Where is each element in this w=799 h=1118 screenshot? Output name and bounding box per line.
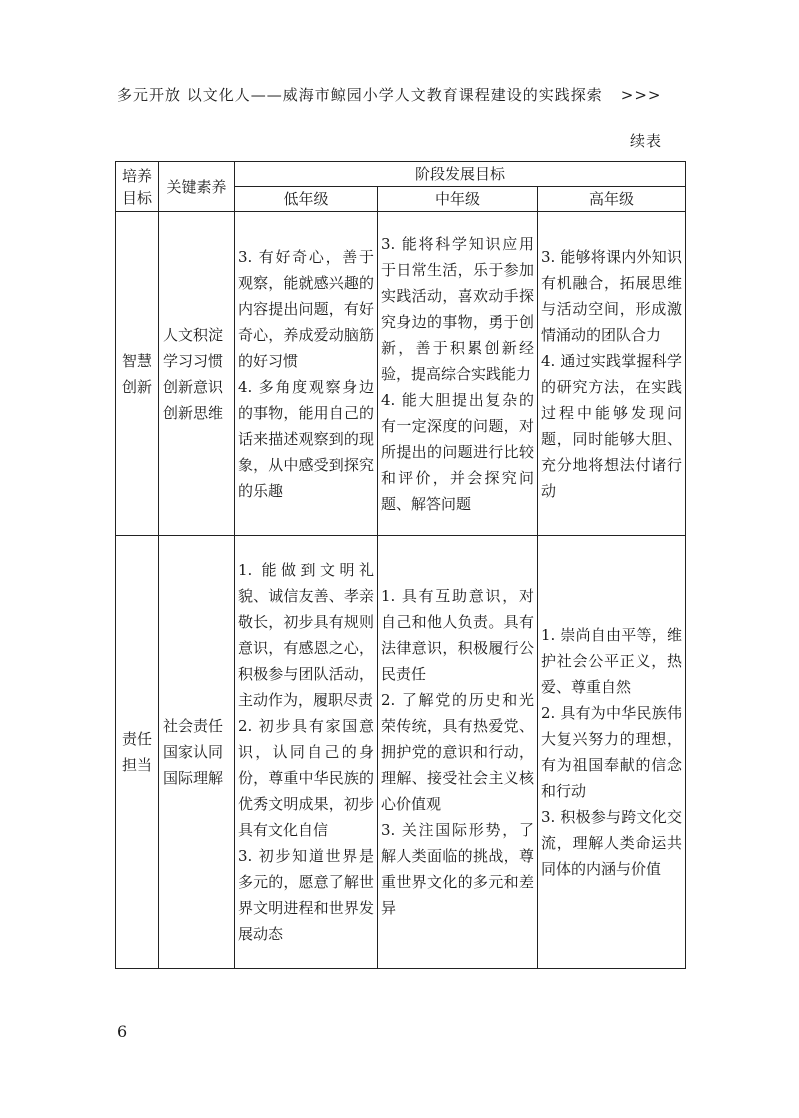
goal-item: 3. 有好奇心，善于观察，能就感兴趣的内容提出问题，有好奇心，养成爱动脑筋的好习惯 — [238, 247, 374, 370]
low-grade-cell — [235, 536, 378, 969]
continued-label: 续表 — [630, 132, 663, 150]
high-grade-cell — [538, 212, 686, 536]
goal-cell — [116, 212, 159, 536]
quality-item: 学习习惯 — [163, 351, 224, 370]
high-grade-cell — [538, 536, 686, 969]
low-grade-cell — [235, 212, 378, 536]
header-goal-line: 目标 — [121, 188, 152, 207]
goal-item: 3. 积极参与跨文化交流，理解人类命运共同体的内涵与价值 — [541, 808, 683, 878]
goal-item: 2. 初步具有家国意识，认同自己的身份，尊重中华民族的优秀文明成果，初步具有文化自信 — [238, 717, 374, 839]
goal-line: 担当 — [121, 756, 152, 774]
goal-item: 3. 初步知道世界是多元的，愿意了解世界文明进程和世界发展动态 — [238, 847, 374, 943]
goals-table — [115, 161, 686, 969]
goal-cell — [116, 536, 159, 969]
table-header-row-1 — [116, 162, 686, 187]
quality-item: 创新思维 — [163, 403, 224, 422]
goal-line: 智慧 — [121, 351, 152, 370]
header-stage-goals: 阶段发展目标 — [235, 162, 686, 187]
goal-item: 1. 能做到文明礼貌、诚信友善、孝亲敬长，初步具有规则意识，有感恩之心，积极参与团队活动，主动作为，履职尽责 — [238, 561, 374, 709]
goal-item: 3. 关注国际形势，了解人类面临的挑战，尊重世界文化的多元和差异 — [381, 821, 534, 917]
quality-item: 国际理解 — [163, 769, 224, 787]
table-row — [116, 212, 686, 536]
goal-item: 2. 具有为中华民族伟大复兴努力的理想，有为祖国奉献的信念和行动 — [541, 704, 683, 800]
header-low-grade: 低年级 — [235, 187, 378, 212]
header-qualities: 关键素养 — [159, 162, 235, 212]
goal-item: 4. 能大胆提出复杂的有一定深度的问题，对所提出的问题进行比较和评价，并会探究问题、解答问题 — [381, 390, 534, 513]
mid-grade-cell — [378, 536, 538, 969]
goal-line: 创新 — [121, 377, 152, 396]
mid-grade-cell — [378, 212, 538, 536]
table-row — [116, 536, 686, 969]
header-high-grade: 高年级 — [538, 187, 686, 212]
quality-item: 创新意识 — [163, 377, 224, 396]
running-header — [117, 84, 662, 105]
goal-item: 3. 能够将课内外知识有机融合，拓展思维与活动空间，形成激情涌动的团队合力 — [541, 247, 683, 344]
quality-item: 国家认同 — [163, 743, 224, 761]
running-header-title: 多元开放 以文化人——威海市鲸园小学人文教育课程建设的实践探索 — [117, 86, 603, 104]
quality-item: 社会责任 — [163, 717, 224, 735]
goal-item: 4. 多角度观察身边的事物，能用自己的话来描述观察到的现象，从中感受到探究的乐趣 — [238, 377, 374, 500]
goal-item: 1. 具有互助意识，对自己和他人负责。具有法律意识，积极履行公民责任 — [381, 587, 534, 683]
page-number: 6 — [117, 1022, 128, 1041]
goal-line: 责任 — [121, 730, 152, 748]
goal-item: 3. 能将科学知识应用于日常生活，乐于参加实践活动，喜欢动手探究身边的事物，勇于创新，善于积累创新经验，提高综合实践能力 — [381, 234, 534, 383]
qualities-cell — [159, 536, 235, 969]
quality-item: 人文积淀 — [163, 325, 224, 344]
header-goal — [116, 162, 159, 212]
goal-item: 1. 崇尚自由平等，维护社会公平正义，热爱、尊重自然 — [541, 626, 683, 696]
header-mid-grade: 中年级 — [378, 187, 538, 212]
goal-item: 4. 通过实践掌握科学的研究方法，在实践过程中能够发现问题，同时能够大胆、充分地将想法付诸行动 — [541, 351, 683, 500]
qualities-cell — [159, 212, 235, 536]
running-header-arrows: >>> — [620, 86, 662, 104]
goal-item: 2. 了解党的历史和光荣传统，具有热爱党、拥护党的意识和行动，理解、接受社会主义核心价值观 — [381, 691, 534, 813]
header-goal-line: 培养 — [121, 166, 152, 185]
